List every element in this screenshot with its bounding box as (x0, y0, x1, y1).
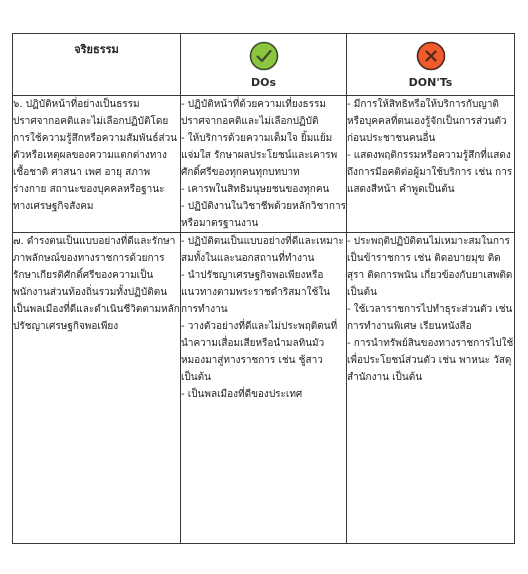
table-row (13, 96, 515, 233)
list-item: - เป็นพลเมืองที่ดีของประเทศ (181, 389, 303, 400)
list-item: - ปฏิบัติตนเป็นแบบอย่างที่ดีและเหมาะสมทั้งในและนอกสถานที่ทำงาน (181, 236, 344, 264)
list-item: - นำปรัชญาเศรษฐกิจพอเพียงหรือแนวทางตามพระราชดำริสมาใช้ในการทำงาน (181, 270, 330, 315)
list-item: - ใช้เวลาราชการไปทำธุระส่วนตัว เช่น การทำงานพิเศษ เรียนหนังสือ (347, 304, 513, 332)
list-item: - เคารพในสิทธิมนุษยชนของทุกคน (181, 184, 330, 195)
check-icon (249, 41, 279, 71)
header-row (13, 34, 515, 96)
row1-donts (347, 96, 515, 233)
list-item: - ประพฤติปฏิบัติตนไม่เหมาะสมในการเป็นข้าราชการ เช่น ติดอบายมุข ติดสุรา ติดการพนัน เกี่ยวข้องกับยาเสพติด เป็นต้น (347, 236, 513, 298)
row2-donts (347, 233, 515, 544)
dos-label: DOs (250, 76, 277, 89)
list-item: - การนำทรัพย์สินของทางราชการไปใช้เพื่อประโยชน์ส่วนตัว เช่น พาหนะ วัสดุสำนักงาน เป็นต้น (347, 338, 514, 383)
header-topic: จริยธรรม (13, 34, 181, 96)
cross-icon (416, 41, 446, 71)
list-item: - มีการให้สิทธิหรือให้บริการกับญาติหรือบุคคลที่ตนเองรู้จักเป็นการส่วนตัว ก่อนประชาชนคนอื่น (347, 99, 507, 144)
header-dos (181, 34, 347, 96)
row1-topic: ๖. ปฏิบัติหน้าที่อย่างเป็นธรรม ปราศจากอคติและไม่เลือกปฏิบัติโดยการใช้ความรู้สึกหรือความสัมพันธ์ส่วนตัวหรือเหตุผลของความแตกต่างทางเชื้อชาติ ศาสนา เพศ อายุ สภาพร่างกาย สถานะของบุคคลหรือฐานะทางเศรษฐกิจสังคม (13, 96, 181, 233)
ethics-table (12, 33, 515, 544)
list-item: - ปฏิบัติงานในวิชาชีพด้วยหลักวิชาการหรือมาตรฐานงาน (181, 201, 346, 229)
list-item: - ปฏิบัติหน้าที่ด้วยความเที่ยงธรรมปราศจากอคติและไม่เลือกปฏิบัติ (181, 99, 326, 127)
row2-topic: ๗. ดำรงตนเป็นแบบอย่างที่ดีและรักษาภาพลักษณ์ของทางราชการด้วยการรักษาเกียรติศักดิ์ศรีของความเป็นพนักงานส่วนท้องถิ่นรวมทั้งปฏิบัติตนเป็นพลเมืองที่ดีและดำเนินชีวิตตามหลักปรัชญาเศรษฐกิจพอเพียง (13, 233, 181, 544)
header-donts (347, 34, 515, 96)
table-row (13, 233, 515, 544)
row1-dos (181, 96, 347, 233)
list-item: - แสดงพฤติกรรมหรือความรู้สึกที่แสดงถึงการมีอคติต่อผู้มาใช้บริการ เช่น การแสดงสีหน้า คำพูดเป็นต้น (347, 150, 513, 195)
list-item: - ให้บริการด้วยความเต็มใจ ยิ้มแย้ม แจ่มใส รักษาผลประโยชน์และเคารพศักดิ์ศรีของทุกคนทุกบทบาท (181, 133, 338, 178)
row2-dos (181, 233, 347, 544)
list-item: - วางตัวอย่างที่ดีและไม่ประพฤติตนที่นำความเสื่อมเสียหรือนำมลทินมัวหมองมาสู่ทางราชการ เช่น ชู้สาว เป็นต้น (181, 321, 338, 383)
donts-label: DON'Ts (408, 76, 453, 89)
